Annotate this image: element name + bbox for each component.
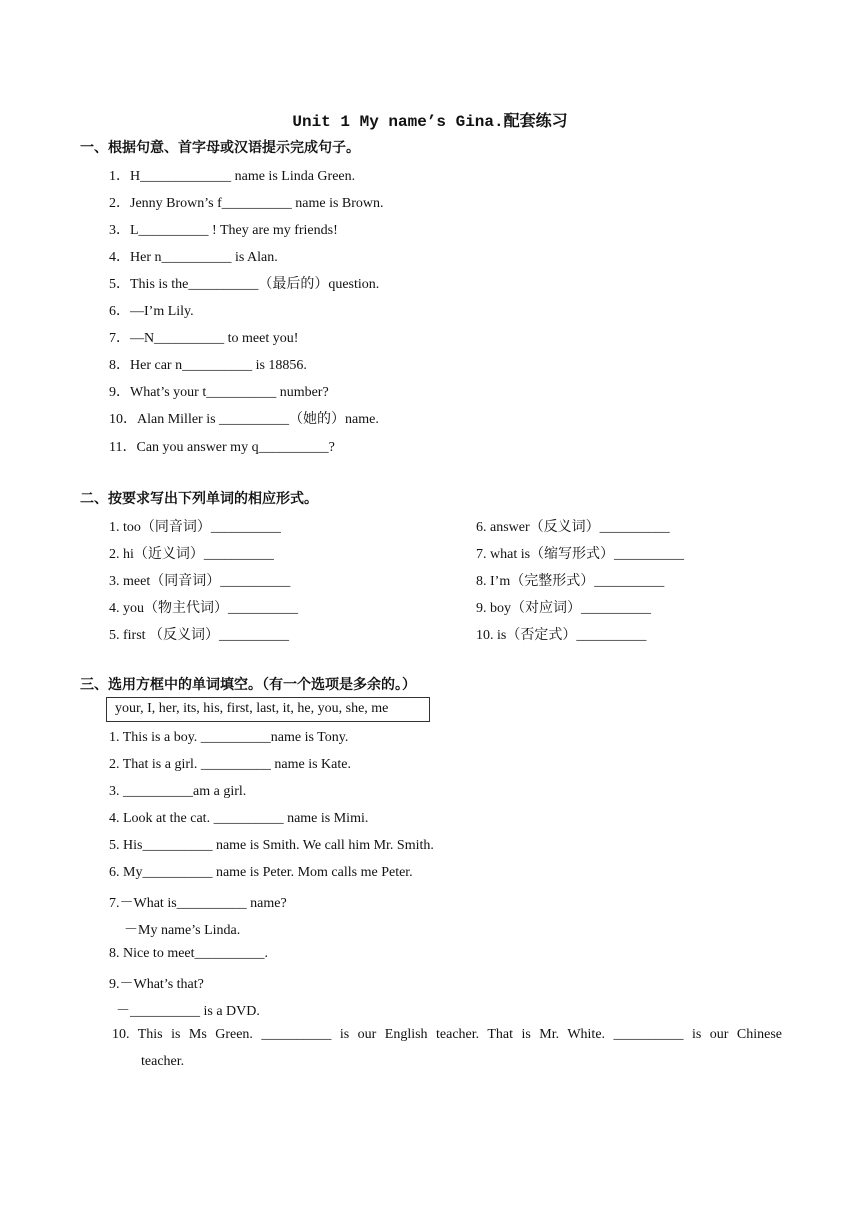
s1-item-11: 11．Can you answer my q__________?	[109, 440, 335, 455]
s3-item-10-line-2: teacher.	[141, 1054, 185, 1069]
s3-item-5: 5. His__________ name is Smith. We call him Mr. Smith.	[109, 838, 434, 853]
s2-right-7: 7. what is（缩写形式）__________	[476, 547, 685, 562]
s1-item-1: 1．H_____________ name is Linda Green.	[109, 169, 356, 184]
s3-item-10-line-1: 10. This is Ms Green. __________ is our English teacher. That is Mr. White. __________ is our Chinese	[112, 1027, 782, 1042]
s1-item-10: 10．Alan Miller is __________（她的）name.	[109, 412, 379, 427]
s1-item-7: 7．—N__________ to meet you!	[109, 331, 299, 346]
page-title: Unit 1 My name’s Gina.配套练习	[292, 113, 568, 131]
s2-left-3: 3. meet（同音词）__________	[109, 574, 291, 589]
s1-item-8: 8．Her car n__________ is 18856.	[109, 358, 307, 373]
s2-left-1: 1. too（同音词）__________	[109, 520, 281, 535]
s2-left-5: 5. first （反义词）__________	[109, 628, 290, 643]
s3-item-9-answer: －__________ is a DVD.	[116, 1004, 260, 1019]
s3-item-6: 6. My__________ name is Peter. Mom calls me Peter.	[109, 865, 413, 880]
section-3-heading: 三、选用方框中的单词填空。（有一个选项是多余的。）	[80, 677, 416, 693]
s3-item-1: 1. This is a boy. __________name is Tony.	[109, 730, 349, 745]
s1-item-9: 9．What’s your t__________ number?	[109, 385, 329, 400]
s1-item-6: 6．—I’m Lily.	[109, 304, 194, 319]
s2-right-9: 9. boy（对应词）__________	[476, 601, 651, 616]
s3-item-9: 9.－What’s that?	[109, 977, 204, 992]
s1-item-3: 3．L__________ ! They are my friends!	[109, 223, 338, 238]
s2-right-10: 10. is（否定式）__________	[476, 628, 647, 643]
s1-item-2: 2．Jenny Brown’s f__________ name is Brown.	[109, 196, 384, 211]
s3-item-2: 2. That is a girl. __________ name is Kate.	[109, 757, 351, 772]
s3-item-7-answer: －My name’s Linda.	[124, 923, 241, 938]
s2-left-2: 2. hi（近义词）__________	[109, 547, 274, 562]
s3-item-4: 4. Look at the cat. __________ name is Mimi.	[109, 811, 369, 826]
s2-right-6: 6. answer（反义词）__________	[476, 520, 670, 535]
s3-item-8: 8. Nice to meet__________.	[109, 946, 269, 961]
s2-left-4: 4. you（物主代词）__________	[109, 601, 298, 616]
word-box: your, I, her, its, his, first, last, it, he, you, she, me	[106, 697, 430, 722]
s2-right-8: 8. I’m（完整形式）__________	[476, 574, 665, 589]
s3-item-7: 7.－What is__________ name?	[109, 896, 287, 911]
s1-item-4: 4．Her n__________ is Alan.	[109, 250, 278, 265]
s3-item-3: 3. __________am a girl.	[109, 784, 247, 799]
s1-item-5: 5．This is the__________（最后的）question.	[109, 277, 380, 292]
section-2-heading: 二、按要求写出下列单词的相应形式。	[80, 491, 318, 507]
section-1-heading: 一、根据句意、首字母或汉语提示完成句子。	[80, 140, 360, 156]
